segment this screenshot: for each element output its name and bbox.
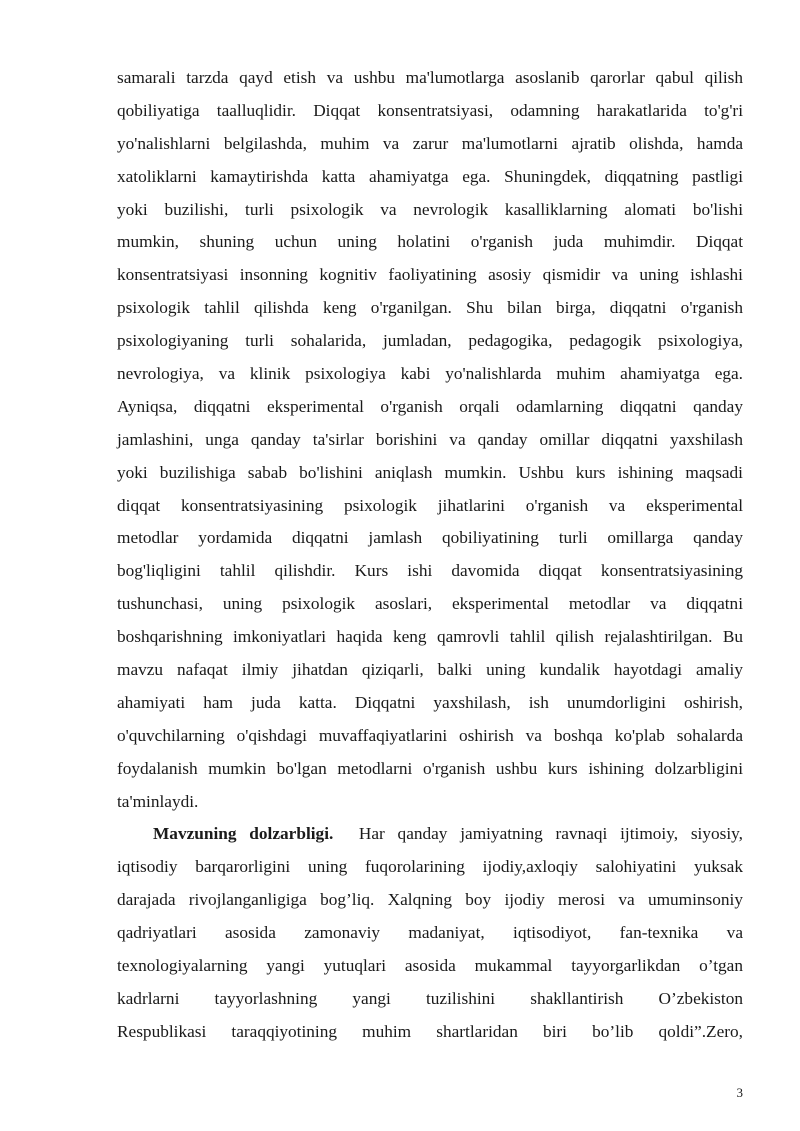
- text-line: psixologik tahlil qilishda keng o'rganilgan. Shu bilan birga, diqqatni o'rganish: [117, 298, 743, 318]
- text-line: texnologiyalarning yangi yutuqlari asosida mukammal tayyorgarlikdan o’tgan: [117, 956, 743, 976]
- text-line: psixologiyaning turli sohalarida, jumladan, pedagogika, pedagogik psixologiya,: [117, 331, 743, 351]
- text-line: mavzu nafaqat ilmiy jihatdan qiziqarli, balki uning kundalik hayotdagi amaliy: [117, 660, 743, 680]
- text-line: kadrlarni tayyorlashning yangi tuzilishini shakllantirish O’zbekiston: [117, 988, 743, 1008]
- paragraph-relevance: [117, 818, 743, 1048]
- text-line: boshqarishning imkoniyatlari haqida keng qamrovli tahlil qilish rejalashtirilgan. Bu: [117, 627, 743, 647]
- text-line: xatoliklarni kamaytirishda katta ahamiyatga ega. Shuningdek, diqqatning pastligi: [117, 166, 743, 186]
- document-page: [117, 62, 743, 1049]
- text-line: [117, 818, 743, 851]
- text-line: jamlashini, unga qanday ta'sirlar borishini va qanday omillar diqqatni yaxshilash: [117, 429, 743, 449]
- heading-line-text: Har qanday jamiyatning ravnaqi ijtimoiy, siyosiy,: [358, 824, 743, 844]
- page-number: 3: [736, 1085, 743, 1100]
- text-line: Ayniqsa, diqqatni eksperimental o'rganish orqali odamlarning diqqatni qanday: [117, 396, 743, 416]
- text-line: o'quvchilarning o'qishdagi muvaffaqiyatlarini oshirish va boshqa ko'plab sohalarda: [117, 725, 743, 745]
- text-line: metodlar yordamida diqqatni jamlash qobiliyatining turli omillarga qanday: [117, 528, 743, 548]
- text-line: yoki buzilishiga sabab bo'lishini aniqlash mumkin. Ushbu kurs ishining maqsadi: [117, 462, 743, 482]
- text-line: konsentratsiyasi insonning kognitiv faoliyatining asosiy qismidir va uning ishlashi: [117, 265, 743, 285]
- text-line: diqqat konsentratsiyasining psixologik jihatlarini o'rganish va eksperimental: [117, 495, 743, 515]
- text-line: darajada rivojlanganligiga bog’liq. Xalqning boy ijodiy merosi va umuminsoniy: [117, 890, 743, 910]
- text-line: samarali tarzda qayd etish va ushbu ma'lumotlarga asoslanib qarorlar qabul qilish: [117, 68, 743, 87]
- text-line: iqtisodiy barqarorligini uning fuqorolarining ijodiy,axloqiy salohiyatini yuksak: [117, 857, 743, 877]
- text-line: ahamiyati ham juda katta. Diqqatni yaxshilash, ish unumdorligini oshirish,: [117, 692, 743, 712]
- text-line: foydalanish mumkin bo'lgan metodlarni o'rganish ushbu kurs ishining dolzarbligini: [117, 758, 743, 778]
- text-line: yo'nalishlarni belgilashda, muhim va zarur ma'lumotlarni ajratib olishda, hamda: [117, 133, 743, 153]
- text-line: qadriyatlari asosida zamonaviy madaniyat, iqtisodiyot, fan-texnika va: [117, 923, 743, 943]
- text-line: mumkin, shuning uchun uning holatini o'rganish juda muhimdir. Diqqat: [117, 232, 743, 252]
- text-line: tushunchasi, uning psixologik asoslari, eksperimental metodlar va diqqatni: [117, 594, 743, 614]
- text-line: ta'minlaydi.: [117, 791, 199, 811]
- text-line: nevrologiya, va klinik psixologiya kabi yo'nalishlarda muhim ahamiyatga ega.: [117, 364, 743, 384]
- paragraph-intro: [117, 62, 743, 818]
- text-line: Respublikasi taraqqiyotining muhim shartlaridan biri bo’lib qoldi”.Zero,: [117, 1021, 743, 1041]
- text-line: qobiliyatiga taalluqlidir. Diqqat konsentratsiyasi, odamning harakatlarida to'g'ri: [117, 100, 743, 120]
- text-line: yoki buzilishi, turli psixologik va nevrologik kasalliklarning alomati bo'lishi: [117, 199, 743, 219]
- text-line: bog'liqligini tahlil qilishdir. Kurs ishi davomida diqqat konsentratsiyasining: [117, 561, 743, 581]
- section-heading: Mavzuning dolzarbligi.: [153, 824, 334, 844]
